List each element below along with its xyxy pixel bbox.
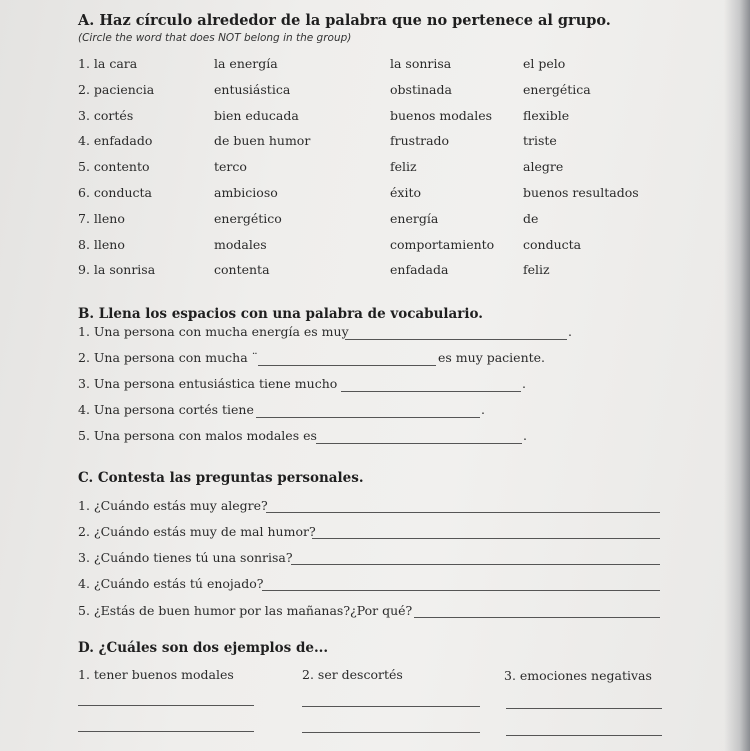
fill-blank-2[interactable]: [258, 365, 436, 366]
word-cell[interactable]: energética: [523, 81, 591, 97]
question-5: 5. ¿Estás de buen humor por las mañanas?¿Por qué?: [78, 603, 413, 618]
word-cell[interactable]: energía: [390, 210, 439, 226]
fill-blank-5[interactable]: [316, 443, 522, 444]
fill-item-5-end: .: [523, 428, 527, 443]
word-cell[interactable]: 6. conducta: [78, 185, 153, 200]
word-cell[interactable]: conducta: [523, 236, 582, 252]
word-cell[interactable]: energético: [214, 210, 282, 226]
example-3-line-2[interactable]: [506, 735, 662, 736]
fill-item-1-text: 1. Una persona con mucha energía es muy: [78, 324, 349, 339]
word-cell[interactable]: terco: [214, 159, 247, 175]
question-4: 4. ¿Cuándo estás tú enojado?: [78, 576, 264, 591]
word-cell[interactable]: ambicioso: [214, 185, 278, 200]
answer-line-4[interactable]: [262, 590, 660, 591]
word-cell[interactable]: el pelo: [523, 56, 566, 71]
fill-item-4-end: .: [481, 402, 485, 417]
section-a-subtitle: (Circle the word that does NOT belong in the group): [78, 32, 352, 44]
word-cell[interactable]: 4. enfadado: [78, 133, 153, 149]
answer-line-2[interactable]: [312, 538, 660, 539]
fill-blank-3[interactable]: [341, 391, 521, 392]
word-cell[interactable]: modales: [214, 236, 267, 252]
word-cell[interactable]: feliz: [523, 262, 550, 278]
word-cell[interactable]: de buen humor: [214, 133, 311, 149]
word-cell[interactable]: 9. la sonrisa: [78, 262, 156, 278]
word-cell[interactable]: frustrado: [390, 133, 450, 149]
word-cell[interactable]: flexible: [523, 107, 570, 123]
example-2-line-2[interactable]: [302, 732, 480, 733]
word-cell[interactable]: de: [523, 210, 539, 226]
word-cell[interactable]: feliz: [390, 159, 417, 175]
word-cell[interactable]: triste: [523, 133, 557, 149]
example-column-1: 1. tener buenos modales: [78, 667, 234, 682]
section-a-title: A. Haz círculo alrededor de la palabra que no pertenece al grupo.: [78, 12, 611, 29]
word-cell[interactable]: éxito: [390, 185, 421, 200]
word-cell[interactable]: alegre: [523, 159, 564, 175]
example-1-line-2[interactable]: [78, 731, 254, 732]
answer-line-5[interactable]: [414, 617, 660, 618]
answer-line-3[interactable]: [291, 564, 660, 565]
word-cell[interactable]: 3. cortés: [78, 107, 134, 123]
fill-blank-1[interactable]: [345, 339, 567, 340]
word-cell[interactable]: entusiástica: [214, 81, 291, 97]
question-3: 3. ¿Cuándo tienes tú una sonrisa?: [78, 550, 293, 565]
word-cell[interactable]: buenos modales: [390, 107, 493, 123]
word-cell[interactable]: comportamiento: [390, 236, 495, 252]
example-column-2: 2. ser descortés: [302, 667, 403, 682]
word-cell[interactable]: bien educada: [214, 107, 299, 123]
answer-line-1[interactable]: [266, 512, 660, 513]
example-2-line-1[interactable]: [302, 706, 480, 707]
word-cell[interactable]: 7. lleno: [78, 210, 125, 226]
fill-item-1-end: .: [568, 324, 572, 339]
word-cell[interactable]: 5. contento: [78, 159, 150, 175]
fill-item-5-text: 5. Una persona con malos modales es: [78, 428, 317, 443]
word-cell[interactable]: 1. la cara: [78, 56, 138, 71]
fill-item-3-end: .: [522, 376, 526, 391]
fill-item-3-text: 3. Una persona entusiástica tiene mucho: [78, 376, 338, 391]
page-shadow-edge: [724, 0, 750, 751]
word-cell[interactable]: la sonrisa: [390, 56, 452, 71]
fill-item-2-end: es muy paciente.: [438, 350, 546, 365]
question-2: 2. ¿Cuándo estás muy de mal humor?: [78, 524, 316, 539]
word-cell[interactable]: 2. paciencia: [78, 81, 155, 97]
fill-item-2-text: 2. Una persona con mucha ¨: [78, 350, 258, 365]
fill-item-4-text: 4. Una persona cortés tiene: [78, 402, 254, 417]
word-cell[interactable]: 8. lleno: [78, 236, 125, 252]
word-cell[interactable]: la energía: [214, 56, 278, 71]
example-1-line-1[interactable]: [78, 705, 254, 706]
example-column-3: 3. emociones negativas: [504, 668, 652, 683]
word-cell[interactable]: enfadada: [390, 262, 449, 278]
section-b-title: B. Llena los espacios con una palabra de vocabulario.: [78, 306, 484, 322]
question-1: 1. ¿Cuándo estás muy alegre?: [78, 498, 268, 513]
section-c-title: C. Contesta las preguntas personales.: [78, 470, 364, 486]
fill-blank-4[interactable]: [256, 417, 480, 418]
word-cell[interactable]: contenta: [214, 262, 270, 278]
word-cell[interactable]: buenos resultados: [523, 185, 639, 200]
section-d-title: D. ¿Cuáles son dos ejemplos de...: [78, 640, 329, 656]
word-cell[interactable]: obstinada: [390, 81, 452, 97]
example-3-line-1[interactable]: [506, 708, 662, 709]
